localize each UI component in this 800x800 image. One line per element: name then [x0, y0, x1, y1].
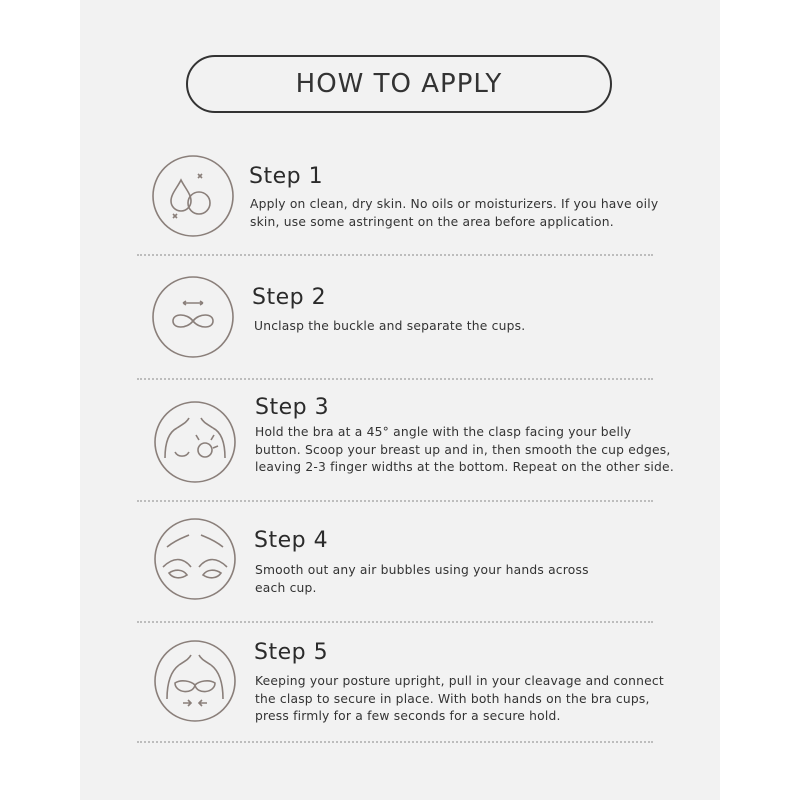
- step-2-title: Step 2: [252, 285, 327, 310]
- divider: [137, 378, 653, 380]
- step-5-title: Step 5: [254, 640, 329, 665]
- step-1-description: Apply on clean, dry skin. No oils or moisturizers. If you have oily skin, use some astringent on the area before application.: [250, 197, 659, 229]
- step-1-title: Step 1: [249, 164, 324, 189]
- step-3-title: Step 3: [255, 395, 330, 420]
- step-4-description: Smooth out any air bubbles using your hands across each cup.: [255, 563, 589, 595]
- step-3-description: Hold the bra at a 45° angle with the clasp facing your belly button. Scoop your breast up and in, then smooth the cup edges, leaving 2-3 finger widths at the bottom. Repeat on the other side.: [255, 425, 674, 474]
- divider: [137, 741, 653, 743]
- divider: [137, 621, 653, 623]
- divider: [137, 254, 653, 256]
- hands-smoothing-icon: [153, 517, 237, 601]
- step-5-description: Keeping your posture upright, pull in your cleavage and connect the clasp to secure in place. With both hands on the bra cups, press firmly for a few seconds for a secure hold.: [255, 674, 664, 723]
- step-2-description: Unclasp the buckle and separate the cups.: [254, 319, 526, 333]
- water-drop-sparkle-icon: [151, 154, 235, 238]
- torso-lift-icon: [153, 400, 237, 484]
- step-4-title: Step 4: [254, 528, 329, 553]
- page-title: HOW TO APPLY: [186, 55, 612, 113]
- infinity-arrows-icon: [151, 275, 235, 359]
- bra-clasp-icon: [153, 639, 237, 723]
- divider: [137, 500, 653, 502]
